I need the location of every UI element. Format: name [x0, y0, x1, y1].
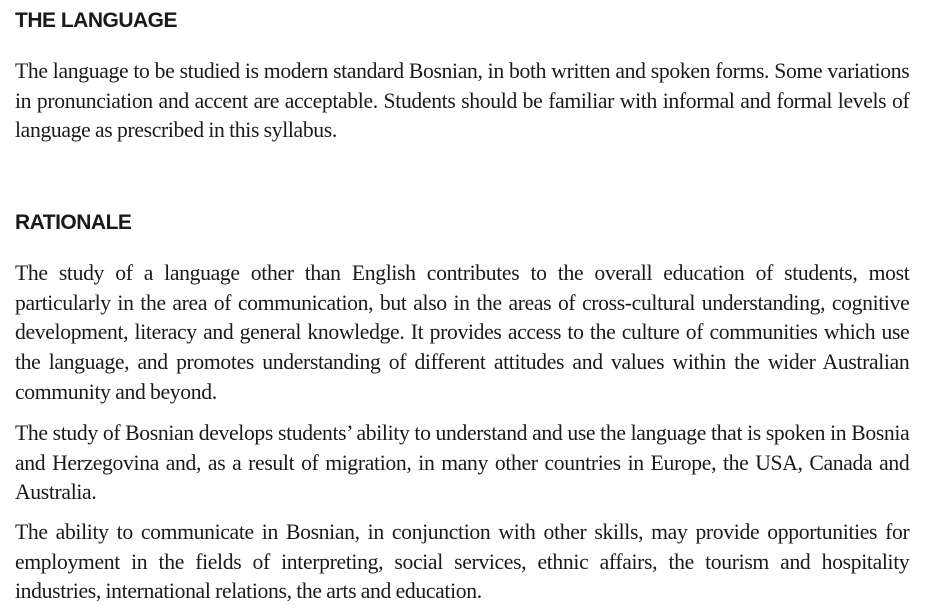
- section-heading-rationale: RATIONALE: [15, 211, 132, 234]
- paragraph-language: The language to be studied is modern standard Bosnian, in both written and spoken forms. Some variations in pronunciation and accent are acceptable. Students should be familiar with informal and formal levels of language as prescribed in this syllabus.: [15, 58, 910, 143]
- paragraph-rationale-1: The study of a language other than English contributes to the overall education of students, most particularly in the area of communication, but also in the areas of cross-cultural understanding, cognitive development, literacy and general knowledge. It provides access to the culture of communities which use the language, and promotes understanding of different attitudes and values within the wider Australian community and beyond.: [15, 260, 910, 404]
- paragraph-rationale-3: The ability to communicate in Bosnian, in conjunction with other skills, may provide opportunities for employment in the fields of interpreting, social services, ethnic affairs, the tourism and hospitality industries, international relations, the arts and education.: [15, 519, 910, 604]
- section-heading-language: THE LANGUAGE: [15, 9, 177, 32]
- paragraph-rationale-2: The study of Bosnian develops students’ ability to understand and use the language that is spoken in Bosnia and Herzegovina and, as a result of migration, in many other countries in Europe, the USA, Canada and Australia.: [15, 420, 910, 505]
